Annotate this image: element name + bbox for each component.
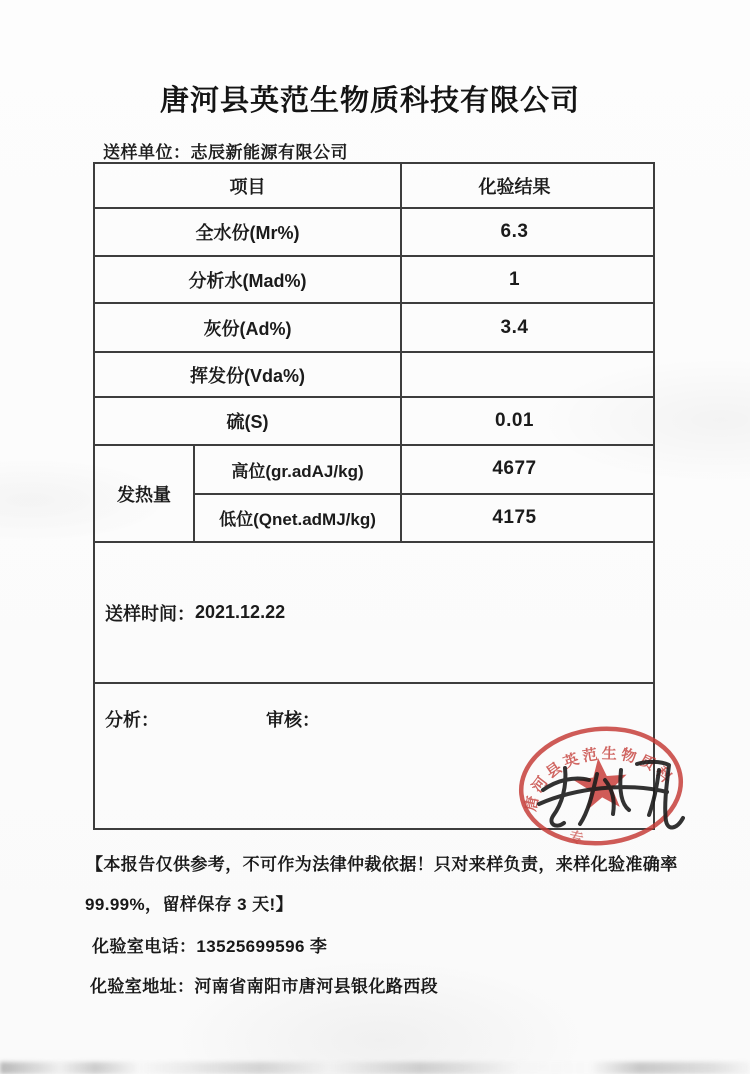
lab-phone-label: 化验室电话： bbox=[92, 937, 197, 956]
sample-time-label: 送样时间： bbox=[105, 603, 195, 624]
calorific-value-group bbox=[95, 446, 653, 543]
page-title: 唐河县英范生物质科技有限公司 bbox=[159, 85, 580, 117]
table-row bbox=[95, 257, 653, 304]
sample-time-value: 2021.12.22 bbox=[195, 602, 286, 622]
table-row bbox=[95, 304, 653, 353]
sender-value: 志辰新能源有限公司 bbox=[190, 143, 348, 162]
header-item: 项目 bbox=[95, 164, 402, 207]
review-label: 审核： bbox=[266, 710, 320, 730]
analysis-label: 分析： bbox=[105, 710, 159, 730]
table-row bbox=[95, 209, 653, 257]
row-item: 灰份(Ad%) bbox=[95, 304, 402, 351]
row-result: 1 bbox=[508, 268, 521, 290]
lab-address-label: 化验室地址： bbox=[90, 977, 195, 996]
calorific-group-label: 发热量 bbox=[95, 446, 195, 541]
row-result bbox=[402, 353, 653, 396]
stamp-arc-text: 唐河县英范生物质科 bbox=[522, 745, 677, 813]
header-result: 化验结果 bbox=[478, 176, 551, 197]
row-result: 0.01 bbox=[495, 410, 534, 431]
sender-label: 送样单位： bbox=[103, 143, 191, 162]
lab-address-value: 河南省南阳市唐河县银化路西段 bbox=[194, 977, 439, 996]
lab-phone-line bbox=[92, 932, 327, 957]
table-row bbox=[95, 353, 653, 398]
company-seal-stamp bbox=[505, 712, 697, 864]
scan-bottom-edge bbox=[0, 1062, 750, 1074]
row-item: 全水份(Mr%) bbox=[95, 209, 402, 255]
lab-phone-value: 13525699596 李 bbox=[196, 937, 328, 956]
table-row bbox=[195, 446, 653, 495]
row-result: 3.4 bbox=[500, 316, 529, 338]
row-result: 4175 bbox=[492, 506, 537, 528]
row-item: 分析水(Mad%) bbox=[95, 257, 402, 302]
table-row bbox=[95, 398, 653, 446]
table-header-row bbox=[95, 164, 653, 209]
lab-address-line bbox=[90, 972, 438, 997]
row-item: 高位(gr.adAJ/kg) bbox=[195, 446, 402, 493]
row-result: 6.3 bbox=[500, 221, 529, 242]
disclaimer-line-1: 【本报告仅供参考，不可作为法律仲裁依据！只对来样负责，来样化验准确率 bbox=[86, 855, 678, 874]
row-item: 硫(S) bbox=[95, 398, 402, 444]
row-item: 低位(Qnet.adMJ/kg) bbox=[195, 495, 402, 542]
row-result: 4677 bbox=[492, 458, 537, 480]
table-row bbox=[195, 495, 653, 542]
stamp-bottom-text: 专 bbox=[567, 827, 585, 847]
row-item: 挥发份(Vda%) bbox=[95, 353, 402, 396]
sample-time-cell bbox=[95, 543, 653, 684]
disclaimer-line-2: 99.99%，留样保存 3 天!】 bbox=[85, 895, 294, 914]
sender-line bbox=[103, 138, 348, 163]
